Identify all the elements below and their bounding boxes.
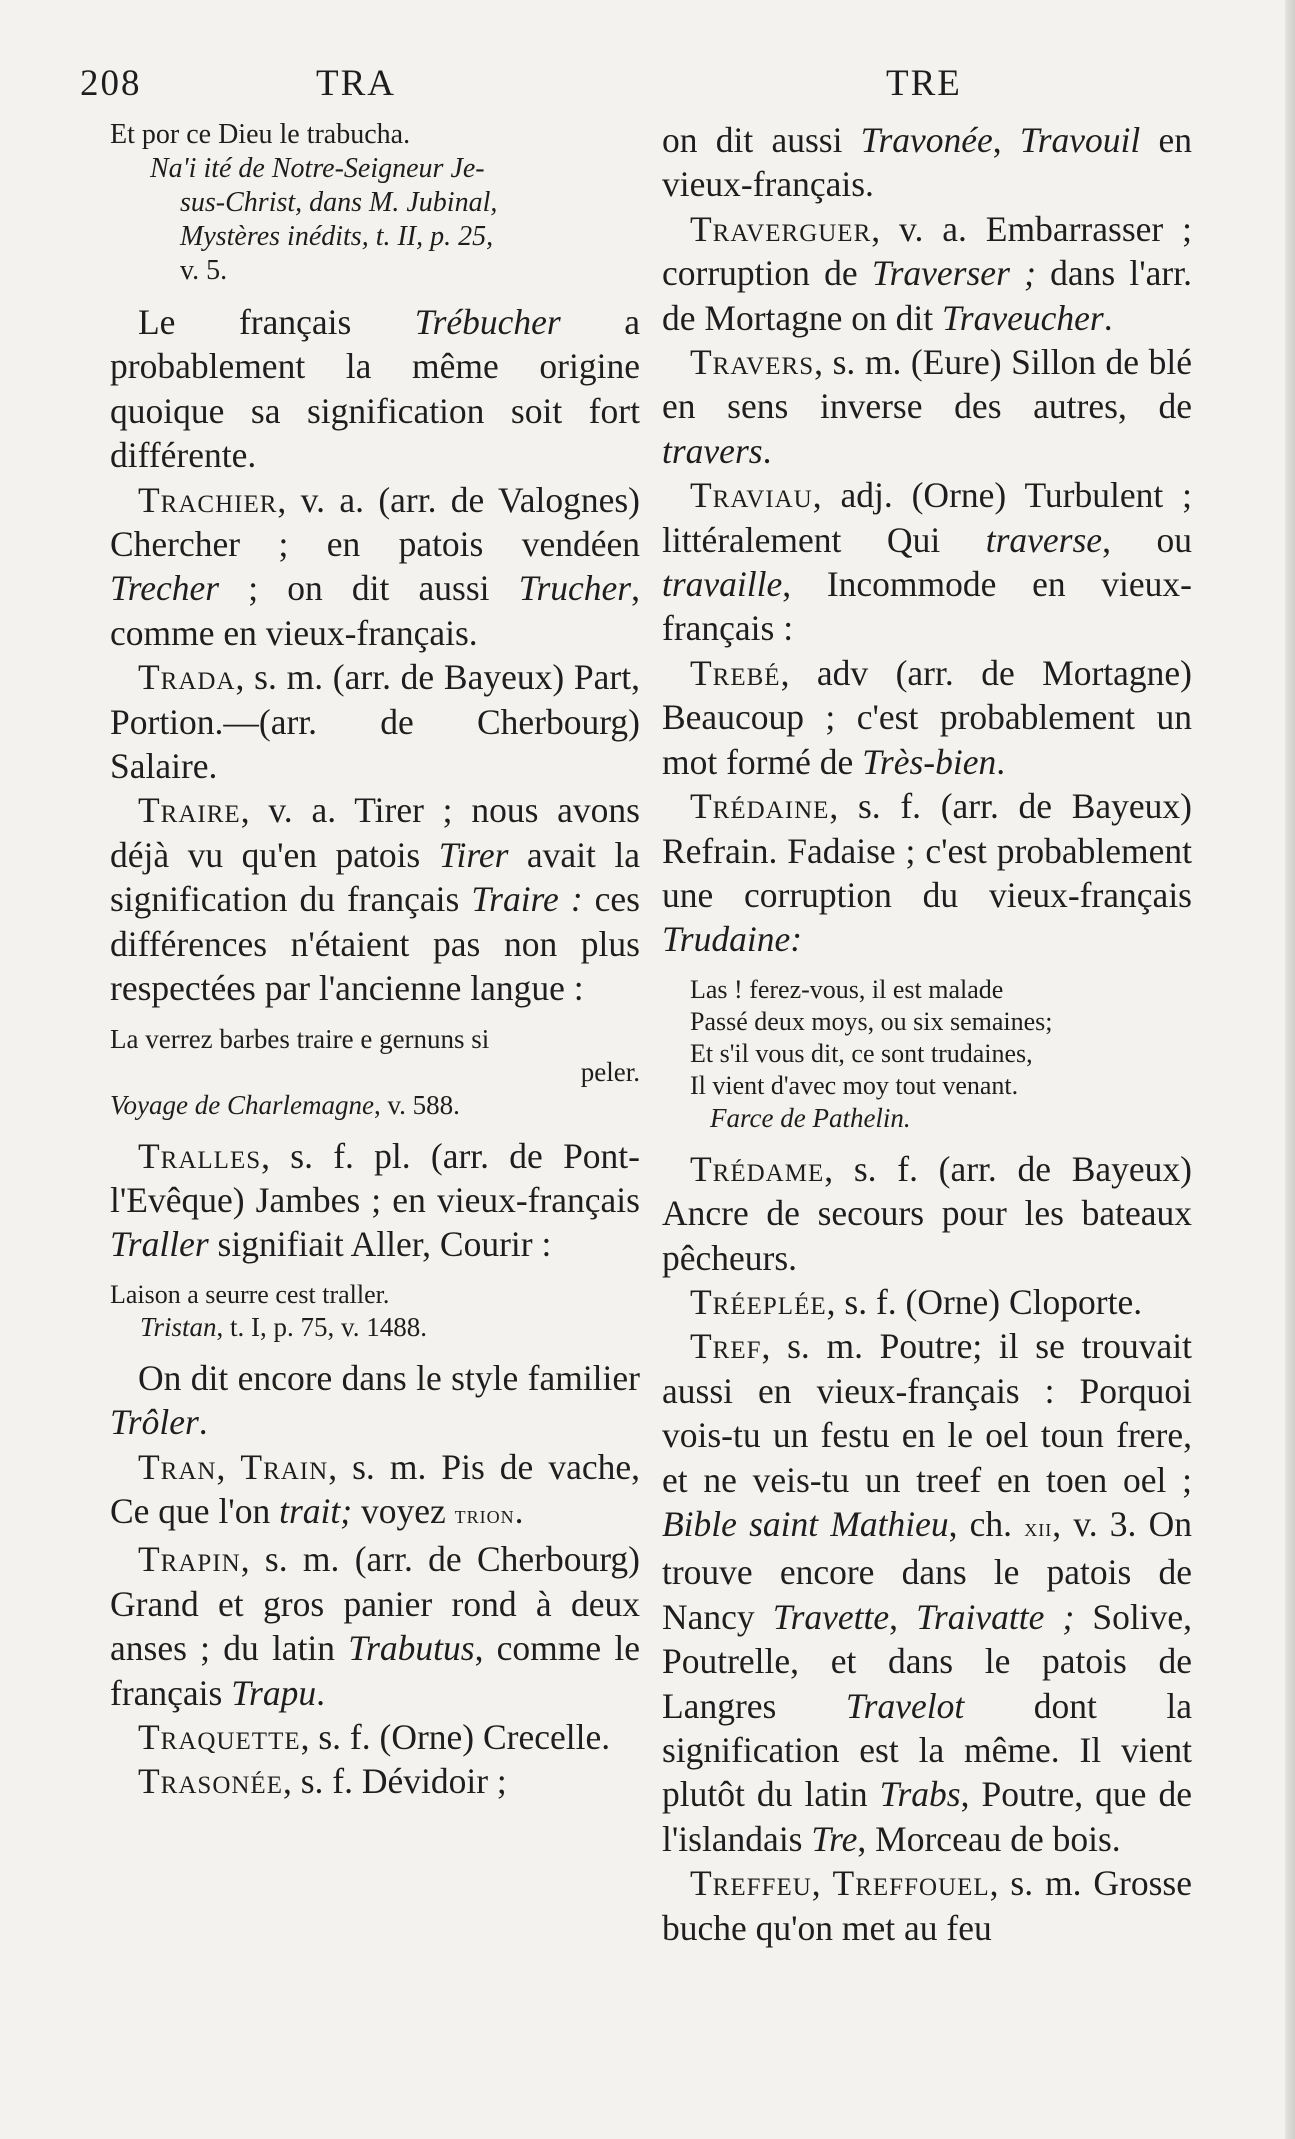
headword: Traire (138, 790, 241, 831)
quotation: Laison a seurre cest traller. (110, 1279, 390, 1309)
left-running-head: TRA (316, 63, 396, 104)
quotation-line: Passé deux moys, ou six semaines; (690, 1006, 1053, 1036)
citation-line: Na'i ité de Notre-Seigneur Je- (150, 153, 485, 184)
quotation-line: Il vient d'avec moy tout venant. (690, 1070, 1019, 1100)
headword: Trapin (138, 1539, 241, 1580)
dictionary-entry: Travers, s. m. (Eure) Sillon de blé en sens inverse des autres, de travers. (662, 342, 1192, 471)
headword: Traviau (690, 475, 813, 516)
dictionary-entry: Traverguer, v. a. Embarrasser ; corruption de Traverser ; dans l'arr. de Mortagne on dit Traveucher. (662, 208, 1192, 338)
page-number: 208 (80, 63, 142, 104)
right-running-head: TRE (886, 63, 962, 104)
dictionary-entry: Traviau, adj. (Orne) Turbulent ; littéralement Qui traverse, ou travaille, Incommode en vieux-français : (662, 475, 1192, 649)
dictionary-entry: Tref, s. m. Poutre; il se trouvait aussi en vieux-français : Porquoi vois-tu un festu en le oel toun frere, et ne veis-tu un treef en toen oel ; Bible saint Mathieu, ch. xii, v. 3. On trouve encore dans le patois de Nancy Travette, Traivatte ; Solive, Poutrelle, et dans le patois de Langres Travelot dont la signification est la même. Il vient plutôt du latin Trabs, Poutre, que de l'islandais Tre, Morceau de bois. (662, 1326, 1193, 1859)
dictionary-entry: Trebé, adv (arr. de Mortagne) Beaucoup ; c'est probablement un mot formé de Très-bien. (662, 652, 1192, 782)
headword: Trasonée (138, 1761, 283, 1802)
dictionary-entry: Tran, Train, s. m. Pis de vache, Ce que l'on trait; voyez trion. (110, 1446, 640, 1531)
quotation-line: Las ! ferez-vous, il est malade (690, 974, 1004, 1004)
dictionary-entry: Tréeplée, s. f. (Orne) Cloporte. (690, 1281, 1143, 1322)
quote-line: Et por ce Dieu le trabucha. (110, 119, 411, 150)
headword: Traquette (138, 1716, 301, 1757)
headword: Tref (690, 1326, 762, 1367)
headword: Traverguer (690, 208, 872, 249)
citation-line: Mystères inédits, t. II, p. 25, (180, 221, 494, 252)
headword: Treffeu (690, 1863, 812, 1904)
dictionary-entry: Traire, v. a. Tirer ; nous avons déjà vu qu'en patois Tirer avait la signification du français Traire : ces différences n'étaient pas non plus respectées par l'ancienne langue : (110, 790, 641, 1009)
headword: Trada (138, 657, 236, 698)
headword: Tran (138, 1446, 217, 1487)
citation (110, 152, 640, 288)
citation: Farce de Pathelin. (710, 1102, 911, 1133)
headword: Trédame (690, 1148, 825, 1189)
dictionary-entry: Trachier, v. a. (arr. de Valognes) Chercher ; en patois vendéen Trecher ; on dit aussi Trucher, comme en vieux-français. (110, 479, 640, 653)
quotation (662, 974, 1192, 1102)
quotation-line: Et s'il vous dit, ce sont trudaines, (690, 1038, 1033, 1068)
headword: Treffouel (832, 1863, 990, 1904)
headword: Train (240, 1446, 329, 1487)
quotation-line: La verrez barbes traire e gernuns si (110, 1023, 490, 1054)
citation: Voyage de Charlemagne, v. 588. (110, 1089, 460, 1120)
page-edge (1285, 0, 1295, 2139)
headword: Tralles (138, 1135, 262, 1176)
dictionary-entry: Treffeu, Treffouel, s. m. Grosse buche qu'on met au feu (662, 1863, 1192, 1948)
dictionary-entry: Traquette, s. f. (Orne) Crecelle. (138, 1716, 611, 1757)
headword: Travers (690, 342, 815, 383)
headword: Tréeplée (690, 1281, 827, 1322)
dictionary-entry: Tralles, s. f. pl. (arr. de Pont-l'Evêque) Jambes ; en vieux-français Traller signifiait Aller, Courir : (110, 1135, 640, 1265)
dictionary-entry: Trada, s. m. (arr. de Bayeux) Part, Portion.—(arr. de Cherbourg) Salaire. (110, 657, 640, 787)
dictionary-entry: Trédame, s. f. (arr. de Bayeux) Ancre de secours pour les bateaux pêcheurs. (662, 1148, 1192, 1278)
left-column (110, 118, 640, 1804)
headword: Trédaine (690, 786, 830, 827)
headword: Trachier (138, 479, 278, 520)
dictionary-entry: Trédaine, s. f. (arr. de Bayeux) Refrain. Fadaise ; c'est probablement une corruption du vieux-français Trudaine: (662, 786, 1192, 960)
dictionary-entry: Trasonée, s. f. Dévidoir ; (138, 1761, 507, 1802)
citation-line: sus-Christ, dans M. Jubinal, (180, 187, 498, 218)
citation-line: v. 5. (180, 255, 228, 286)
quotation-line: peler. (580, 1056, 640, 1087)
right-column (662, 118, 1192, 1950)
quotation (110, 1023, 640, 1089)
paragraph: Le français Trébucher a probablement la même origine quoique sa signification soit fort différente. (110, 302, 640, 476)
headword: Trebé (690, 652, 781, 693)
citation: Tristan, t. I, p. 75, v. 1488. (140, 1311, 428, 1342)
dictionary-entry: Trapin, s. m. (arr. de Cherbourg) Grand et gros panier rond à deux anses ; du latin Trabutus, comme le français Trapu. (110, 1539, 641, 1713)
paragraph: on dit aussi Travonée, Travouil en vieux-français. (662, 120, 1192, 205)
paragraph: On dit encore dans le style familier Trôler. (110, 1357, 640, 1443)
